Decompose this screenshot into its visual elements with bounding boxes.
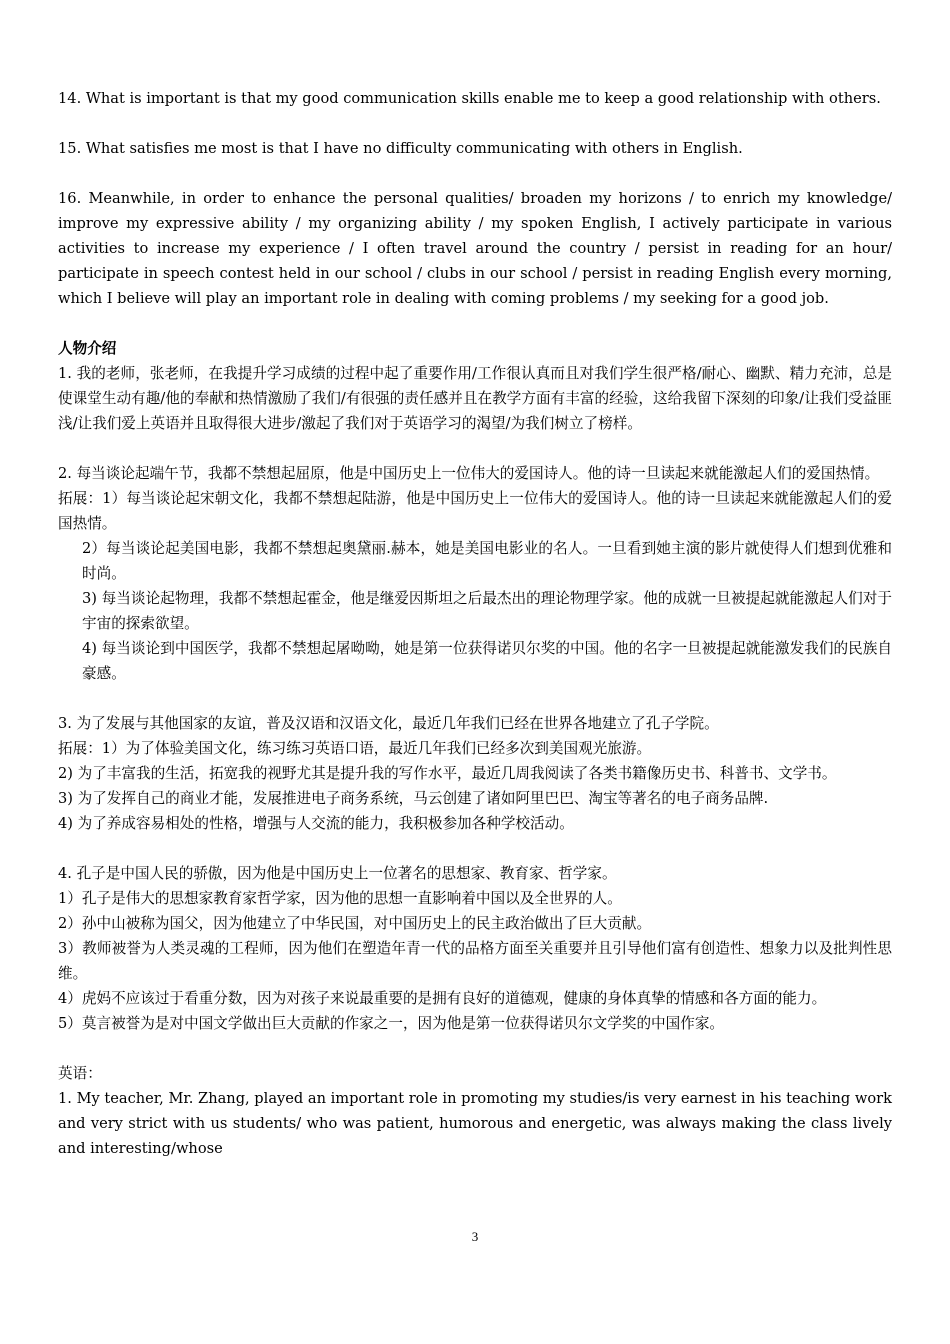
- profile-item-4-ext-1: 1）孔子是伟大的思想家教育家哲学家，因为他的思想一直影响着中国以及全世界的人。: [58, 890, 622, 907]
- list-item-16: 16. Meanwhile, in order to enhance the personal qualities/ broaden my horizons / to enrich my knowledge/ improve my expressive ability / my organizing ability / my spoken English, I actively participate in various activities to increase my experience / I often travel around the country / persist in reading for an hour/ participate in speech contest held in our school / clubs in our school / persist in reading English every morning, which I believe will play an important role in dealing with coming problems / my seeking for a good job.: [58, 190, 892, 307]
- list-item-14: 14. What is important is that my good communication skills enable me to keep a good relationship with others.: [58, 90, 881, 107]
- profile-item-3-ext-1: 拓展：1）为了体验美国文化，练习练习英语口语，最近几年我们已经多次到美国观光旅游。: [58, 740, 652, 757]
- profile-item-3-ext-4: 4) 为了养成容易相处的性格，增强与人交流的能力，我积极参加各种学校活动。: [58, 815, 574, 832]
- english-label: 英语：: [58, 1065, 102, 1082]
- list-item-15: 15. What satisfies me most is that I have no difficulty communicating with others in English.: [58, 140, 743, 157]
- profile-item-4-ext-2: 2）孙中山被称为国父，因为他建立了中华民国，对中国历史上的民主政治做出了巨大贡献。: [58, 915, 652, 932]
- section-heading: 人物介绍: [58, 340, 117, 357]
- profile-item-2-ext-4: 4) 每当谈论到中国医学，我都不禁想起屠呦呦，她是第一位获得诺贝尔奖的中国。他的名字一旦被提起就能激发我们的民族自豪感。: [82, 640, 892, 682]
- profile-item-4-ext-3: 3）教师被誉为人类灵魂的工程师，因为他们在塑造年青一代的品格方面至关重要并且引导他们富有创造性、想象力以及批判性思维。: [58, 940, 892, 982]
- profile-item-1: 1. 我的老师，张老师，在我提升学习成绩的过程中起了重要作用/工作很认真而且对我们学生很严格/耐心、幽默、精力充沛，总是使课堂生动有趣/他的奉献和热情激励了我们/有很强的责任感并且在教学方面有丰富的经验，这给我留下深刻的印象/让我们受益匪浅/让我们爱上英语并且取得很大进步/激起了我们对于英语学习的渴望/为我们树立了榜样。: [58, 365, 892, 432]
- document-page: [58, 86, 892, 1161]
- profile-item-4-ext-5: 5）莫言被誉为是对中国文学做出巨大贡献的作家之一，因为他是第一位获得诺贝尔文学奖的中国作家。: [58, 1015, 725, 1032]
- profile-item-3-ext-3: 3) 为了发挥自己的商业才能，发展推进电子商务系统，马云创建了诸如阿里巴巴、淘宝等著名的电子商务品牌.: [58, 790, 769, 807]
- profile-item-4: 4. 孔子是中国人民的骄傲，因为他是中国历史上一位著名的思想家、教育家、哲学家。: [58, 865, 617, 882]
- profile-item-2-ext-2: 2）每当谈论起美国电影，我都不禁想起奥黛丽.赫本，她是美国电影业的名人。一旦看到她主演的影片就使得人们想到优雅和时尚。: [82, 540, 892, 582]
- page-number: 3: [471, 1229, 479, 1244]
- english-item-1: 1. My teacher, Mr. Zhang, played an important role in promoting my studies/is very earnest in his teaching work and very strict with us students/ who was patient, humorous and energetic, was always making the class lively and interesting/whose: [58, 1090, 892, 1157]
- profile-item-4-ext-4: 4）虎妈不应该过于看重分数，因为对孩子来说最重要的是拥有良好的道德观，健康的身体真挚的情感和各方面的能力。: [58, 990, 827, 1007]
- profile-item-2-ext-3: 3) 每当谈论起物理，我都不禁想起霍金，他是继爱因斯坦之后最杰出的理论物理学家。他的成就一旦被提起就能激起人们对于宇宙的探索欲望。: [82, 590, 892, 632]
- profile-item-2: 2. 每当谈论起端午节，我都不禁想起屈原，他是中国历史上一位伟大的爱国诗人。他的诗一旦读起来就能激起人们的爱国热情。: [58, 465, 880, 482]
- profile-item-3: 3. 为了发展与其他国家的友谊，普及汉语和汉语文化，最近几年我们已经在世界各地建立了孔子学院。: [58, 715, 719, 732]
- profile-item-3-ext-2: 2) 为了丰富我的生活，拓宽我的视野尤其是提升我的写作水平，最近几周我阅读了各类书籍像历史书、科普书、文学书。: [58, 765, 837, 782]
- profile-item-2-ext-1: 拓展：1）每当谈论起宋朝文化，我都不禁想起陆游，他是中国历史上一位伟大的爱国诗人。他的诗一旦读起来就能激起人们的爱国热情。: [58, 490, 892, 532]
